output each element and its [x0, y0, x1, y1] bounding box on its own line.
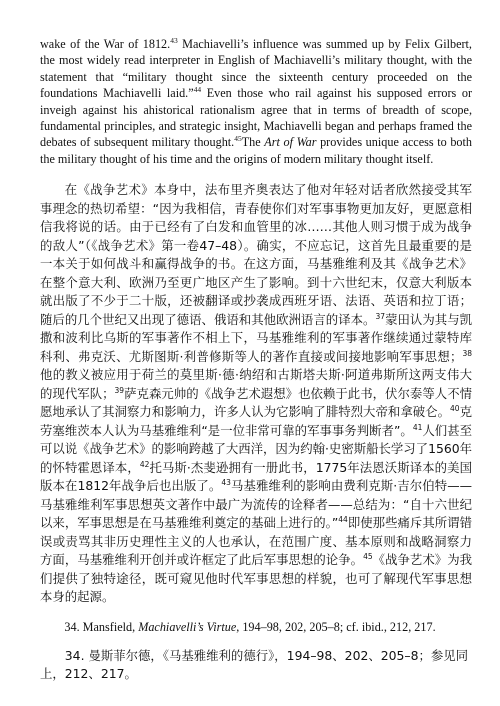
zh-text-4: 萨克森元帅的《战争艺术遐想》也依赖于此书，伏尔泰等人不情愿地承认了其洞察力和影响力，许多人认为它影响了腓特烈大帝和拿破仑。: [40, 385, 473, 420]
en-text-5: provides unique access to both the military thought of his time and the origins of modern military thought itself.: [40, 135, 472, 166]
footnote-ref-44: 44: [193, 85, 202, 95]
zh-text-10: 《战争艺术》为我们提供了独特途径，既可窥见他时代军事思想的样貌，也可了解现代军事思想本身的起源。: [40, 552, 473, 605]
zh-text-9: 即使那些痛斥其所谓错误或责骂其非历史理性主义的人也承认，在范围广度、基本原则和战略洞察力方面，马基雅维利开创并或许框定了此后军事思想的论争。: [40, 515, 472, 568]
en-text-1: wake of the War of 1812.: [40, 37, 171, 51]
zh-text-1: 在《战争艺术》本身中，法布里齐奥表达了他对年轻对话者欣然接受其军事理念的热切希望：“因为我相信，青春使你们对军事事物更加友好，更愿意相信我将说的话。由于已经有了白发和血管里的冰……其他人则习惯于成为战争的敌人”（《战争艺术》第一卷47–48）。确实，不应忘记，这首先且最重要的是一本关于如何战斗和赢得战争的书。在这方面，马基雅维利及其《战争艺术》在整个意大利、欧洲乃至更广地区产生了影响。到十六世纪末，仅意大利版本就出版了不少于二十版，还被翻译或抄袭成西班牙语、法语、英语和拉丁语；随后的几个世纪又出现了德语、俄语和其他欧洲语言的译本。: [40, 182, 472, 327]
english-paragraph: [40, 36, 472, 167]
zh-footnote-ref-39: 39: [114, 385, 125, 395]
zh-text-7: 托马斯·杰斐逊拥有一册此书，1775年法恩沃斯译本的美国版本在1812年战争后也出版了。: [40, 459, 472, 494]
zh-text-2: 蒙田认为其与凯撒和波利比乌斯的军事著作不相上下，马基雅维利的军事著作继续通过蒙特库科利、弗克沃、尤斯图斯·利普修斯等人的著作直接或间接地影响军事思想；: [40, 311, 473, 364]
zh-footnote-ref-41: 41: [412, 422, 423, 432]
zh-text-5: 克劳塞维茨本人认为马基雅维利“是一位非常可靠的军事事务判断者”。: [40, 404, 473, 438]
chinese-paragraph: [40, 181, 472, 607]
zh-footnote-ref-45: 45: [363, 552, 373, 562]
book-title-art-of-war: Art of War: [264, 135, 317, 150]
zh-footnote-ref-40: 40: [450, 404, 460, 414]
en-text-3: Even those who rail against his supposed errors or inveigh against his ahistorical rationalism agree that in terms of breadth of scope, fundamental principles, and strategic insight, Machiavelli began and perhaps framed the debates of subsequent military thought.: [40, 86, 472, 150]
footnote-author: Mansfield,: [79, 619, 139, 634]
footnote-number: 34.: [64, 619, 80, 634]
footnote-34-chinese: 34. 曼斯菲尔德，《马基雅维利的德行》，194–98、202、205–8；参见同上，212、217。: [40, 647, 469, 682]
footnote-ref-45: 45: [234, 134, 242, 144]
zh-text-8: 马基雅维利的影响由费利克斯·吉尔伯特——马基雅维利军事思想英文著作中最广为流传的诠释者——总结为：“自十六世纪以来，军事思想是在马基雅维利奠定的基础上进行的。”: [40, 478, 472, 531]
zh-text-3: 他的教义被应用于荷兰的莫里斯·德·纳绍和古斯塔夫斯·阿道弗斯所这两支伟大的现代军队；: [40, 367, 472, 401]
zh-footnote-ref-37: 37: [375, 311, 386, 321]
zh-footnote-ref-42: 42: [139, 459, 150, 469]
footnote-pages: , 194–98, 202, 205–8; cf. ibid., 212, 217.: [236, 619, 436, 634]
zh-text-6: 人们甚至可以说《战争艺术》的影响跨越了大西洋，因为约翰·史密斯船长学习了1560年的怀特霍恩译本，: [40, 422, 473, 475]
zh-footnote-ref-38: 38: [462, 348, 472, 358]
footnote-book-title: Machiavelli’s Virtue: [138, 619, 237, 634]
en-text-4: The: [241, 135, 265, 150]
footnote-34-english: [40, 619, 472, 635]
zh-footnote-ref-43: 43: [221, 478, 231, 488]
footnote-ref-43: 43: [170, 35, 178, 45]
en-text-2: Machiavelli’s influence was summed up by Felix Gilbert, the most widely read interpreter in English of Machiavelli’s military thought, with the statement that “military thought since the sixteenth century proceeded on the foundations Machiavelli laid.”: [40, 37, 472, 101]
zh-footnote-ref-44: 44: [338, 515, 348, 525]
